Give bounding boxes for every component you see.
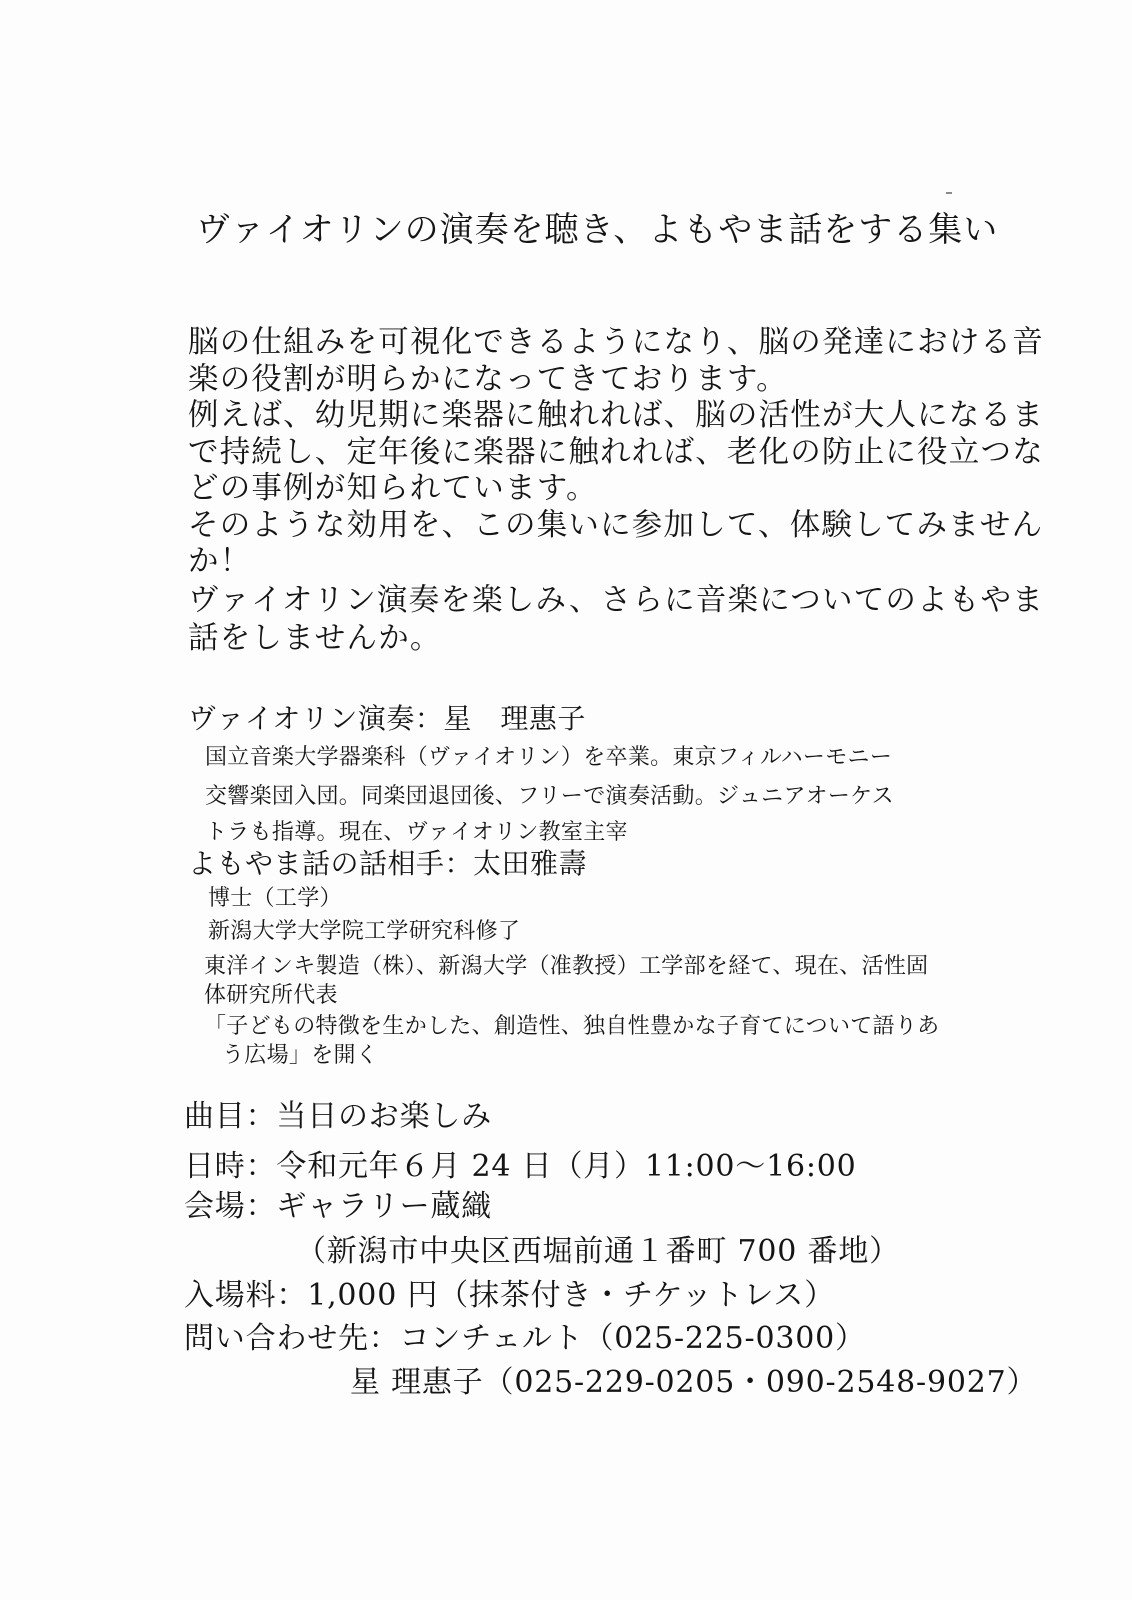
venue-address-line: （新潟市中央区西堀前通１番町 700 番地） (296, 1234, 900, 1269)
speaker-heading: よもやま話の話相手：太田雅壽 (188, 847, 588, 880)
speaker-bio-line: う広場」を開く (222, 1043, 379, 1068)
speaker-bio-line: 「子どもの特徴を生かした、創造性、独自性豊かな子育てについて語りあ (204, 1014, 940, 1039)
intro-line: どの事例が知られています。 (188, 471, 598, 506)
fee-line: 入場料：1,000 円（抹茶付き・チケットレス） (184, 1278, 836, 1313)
speaker-bio-line: 体研究所代表 (204, 983, 338, 1008)
intro-line: 話をしませんか。 (188, 621, 442, 656)
datetime-line: 日時：令和元年６月 24 日（月）11:00〜16:00 (184, 1149, 857, 1184)
program-line: 曲目：当日のお楽しみ (184, 1099, 492, 1134)
intro-line: 脳の仕組みを可視化できるようになり、脳の発達における音 (188, 325, 1044, 360)
performer-bio-line: トラも指導。現在、ヴァイオリン教室主宰 (205, 820, 628, 845)
intro-line: か！ (188, 544, 252, 579)
contact-line-secondary: 星 理惠子（025-229-0205・090-2548-9027） (350, 1365, 1038, 1400)
intro-line: 例えば、幼児期に楽器に触れれば、脳の活性が大人になるま (188, 398, 1044, 433)
intro-line: ヴァイオリン演奏を楽しみ、さらに音楽についてのよもやま (188, 583, 1044, 618)
performer-heading: ヴァイオリン演奏：星 理惠子 (188, 702, 586, 735)
document-title: ヴァイオリンの演奏を聴き、よもやま話をする集い (196, 210, 999, 250)
performer-bio-line: 交響楽団入団。同楽団退団後、フリーで演奏活動。ジュニアオーケス (205, 784, 894, 809)
intro-line: そのような効用を、この集いに参加して、体験してみません (188, 508, 1044, 543)
scan-speck (946, 192, 952, 194)
contact-line: 問い合わせ先：コンチェルト（025-225-0300） (184, 1321, 866, 1356)
performer-bio-line: 国立音楽大学器楽科（ヴァイオリン）を卒業。東京フィルハーモニー (205, 745, 893, 770)
intro-line: 楽の役割が明らかになってきております。 (188, 362, 788, 397)
venue-line: 会場：ギャラリー蔵織 (184, 1189, 492, 1224)
speaker-bio-line: 東洋インキ製造（株）、新潟大学（准教授）工学部を経て、現在、活性固 (204, 954, 929, 979)
speaker-bio-line: 新潟大学大学院工学研究科修了 (208, 919, 521, 944)
intro-line: で持続し、定年後に楽器に触れれば、老化の防止に役立つな (188, 435, 1044, 470)
speaker-bio-line: 博士（工学） (208, 886, 342, 911)
